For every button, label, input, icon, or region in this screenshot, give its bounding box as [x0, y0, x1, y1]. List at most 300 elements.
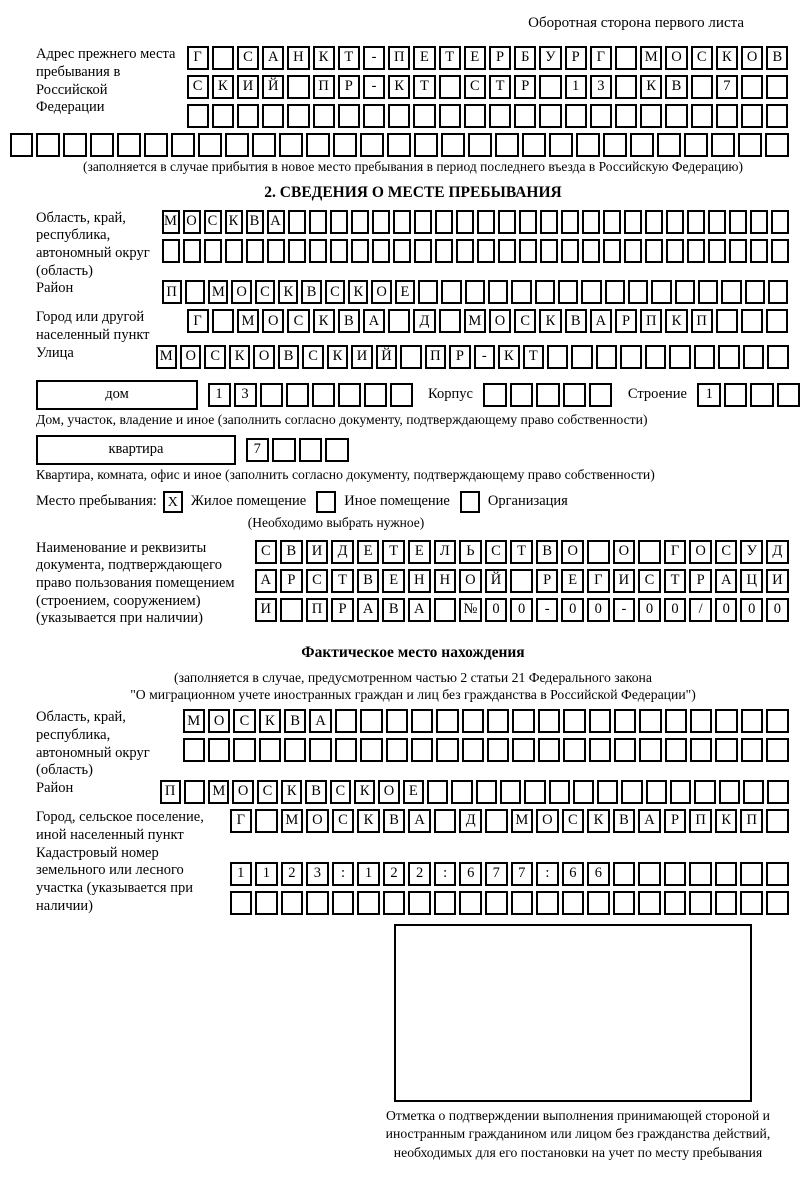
char-cell[interactable]: 0 — [664, 598, 687, 622]
char-cell[interactable] — [721, 280, 741, 304]
char-cell[interactable] — [767, 345, 788, 369]
char-cell[interactable] — [613, 891, 636, 915]
char-cell[interactable] — [413, 104, 435, 128]
char-cell[interactable]: Й — [376, 345, 397, 369]
char-cell[interactable]: 7 — [246, 438, 270, 462]
char-cell[interactable] — [288, 210, 306, 234]
char-cell[interactable]: И — [351, 345, 372, 369]
char-cell[interactable]: К — [281, 780, 302, 804]
char-cell[interactable] — [306, 133, 330, 157]
char-cell[interactable]: 0 — [561, 598, 584, 622]
char-cell[interactable] — [524, 780, 545, 804]
char-cell[interactable]: О — [613, 540, 636, 564]
char-cell[interactable] — [255, 891, 278, 915]
char-cell[interactable]: О — [306, 809, 329, 833]
char-cell[interactable]: 3 — [306, 862, 329, 886]
char-cell[interactable]: В — [338, 309, 360, 333]
char-cell[interactable] — [477, 210, 495, 234]
char-cell[interactable]: П — [162, 280, 182, 304]
char-cell[interactable] — [716, 104, 738, 128]
char-cell[interactable] — [665, 738, 687, 762]
char-cell[interactable]: О — [208, 709, 230, 733]
char-cell[interactable] — [689, 862, 712, 886]
char-cell[interactable] — [536, 383, 559, 407]
char-cell[interactable]: Й — [262, 75, 284, 99]
char-cell[interactable]: - — [474, 345, 495, 369]
char-cell[interactable] — [388, 104, 410, 128]
char-cell[interactable]: Й — [485, 569, 508, 593]
char-cell[interactable] — [670, 780, 691, 804]
char-cell[interactable] — [63, 133, 87, 157]
char-cell[interactable]: 0 — [766, 598, 789, 622]
actual-city-row[interactable] — [228, 809, 790, 833]
char-cell[interactable] — [198, 133, 222, 157]
char-cell[interactable] — [628, 280, 648, 304]
char-cell[interactable]: Р — [565, 46, 587, 70]
char-cell[interactable] — [582, 210, 600, 234]
char-cell[interactable] — [462, 738, 484, 762]
char-cell[interactable] — [439, 309, 461, 333]
char-cell[interactable]: С — [255, 540, 278, 564]
char-cell[interactable] — [495, 133, 519, 157]
char-cell[interactable] — [360, 133, 384, 157]
char-cell[interactable] — [252, 133, 276, 157]
region-row-1[interactable] — [160, 210, 790, 234]
char-cell[interactable]: Н — [408, 569, 431, 593]
char-cell[interactable] — [562, 891, 585, 915]
char-cell[interactable]: С — [332, 809, 355, 833]
char-cell[interactable]: К — [348, 280, 368, 304]
char-cell[interactable]: 0 — [715, 598, 738, 622]
char-cell[interactable]: П — [640, 309, 662, 333]
document-row-2[interactable] — [253, 569, 790, 593]
document-row-3[interactable] — [253, 598, 790, 622]
char-cell[interactable] — [212, 309, 234, 333]
char-cell[interactable] — [639, 738, 661, 762]
char-cell[interactable] — [741, 75, 763, 99]
char-cell[interactable] — [664, 862, 687, 886]
char-cell[interactable] — [414, 210, 432, 234]
char-cell[interactable] — [691, 104, 713, 128]
char-cell[interactable] — [558, 280, 578, 304]
char-cell[interactable]: К — [498, 345, 519, 369]
char-cell[interactable] — [690, 709, 712, 733]
char-cell[interactable] — [477, 239, 495, 263]
document-row-1[interactable] — [253, 540, 790, 564]
char-cell[interactable] — [603, 133, 627, 157]
char-cell[interactable] — [351, 210, 369, 234]
char-cell[interactable]: 0 — [510, 598, 533, 622]
char-cell[interactable] — [414, 239, 432, 263]
char-cell[interactable]: А — [408, 809, 431, 833]
char-cell[interactable] — [427, 780, 448, 804]
char-cell[interactable]: В — [383, 809, 406, 833]
char-cell[interactable] — [408, 891, 431, 915]
char-cell[interactable] — [687, 210, 705, 234]
char-cell[interactable]: - — [363, 75, 385, 99]
char-cell[interactable] — [766, 104, 788, 128]
char-cell[interactable] — [386, 738, 408, 762]
char-cell[interactable] — [435, 239, 453, 263]
char-cell[interactable]: 7 — [716, 75, 738, 99]
char-cell[interactable]: И — [237, 75, 259, 99]
char-cell[interactable]: А — [255, 569, 278, 593]
char-cell[interactable] — [741, 309, 763, 333]
char-cell[interactable] — [434, 809, 457, 833]
char-cell[interactable] — [708, 210, 726, 234]
char-cell[interactable]: С — [204, 345, 225, 369]
char-cell[interactable] — [738, 133, 762, 157]
char-cell[interactable] — [312, 383, 335, 407]
char-cell[interactable]: В — [565, 309, 587, 333]
char-cell[interactable] — [646, 780, 667, 804]
char-cell[interactable]: С — [287, 309, 309, 333]
char-cell[interactable]: У — [740, 540, 763, 564]
char-cell[interactable]: К — [259, 709, 281, 733]
char-cell[interactable] — [212, 46, 234, 70]
char-cell[interactable] — [514, 104, 536, 128]
char-cell[interactable]: 0 — [587, 598, 610, 622]
char-cell[interactable]: К — [665, 309, 687, 333]
char-cell[interactable] — [511, 280, 531, 304]
char-cell[interactable] — [750, 383, 774, 407]
char-cell[interactable] — [624, 239, 642, 263]
char-cell[interactable]: К — [388, 75, 410, 99]
char-cell[interactable] — [498, 239, 516, 263]
char-cell[interactable] — [400, 345, 421, 369]
char-cell[interactable] — [565, 104, 587, 128]
char-cell[interactable]: Л — [434, 540, 457, 564]
char-cell[interactable]: Г — [187, 46, 209, 70]
prev-address-row-3[interactable] — [185, 104, 790, 128]
prev-address-row-4[interactable] — [8, 133, 790, 157]
apartment-number-row[interactable] — [244, 438, 350, 462]
char-cell[interactable]: П — [306, 598, 329, 622]
char-cell[interactable] — [313, 104, 335, 128]
char-cell[interactable] — [767, 780, 788, 804]
char-cell[interactable] — [750, 210, 768, 234]
char-cell[interactable] — [538, 709, 560, 733]
char-cell[interactable] — [621, 780, 642, 804]
char-cell[interactable] — [372, 239, 390, 263]
char-cell[interactable] — [718, 345, 739, 369]
char-cell[interactable]: Г — [590, 46, 612, 70]
cadastral-row-2[interactable] — [228, 891, 790, 915]
char-cell[interactable] — [563, 383, 586, 407]
char-cell[interactable]: О — [378, 780, 399, 804]
char-cell[interactable] — [487, 738, 509, 762]
char-cell[interactable]: Р — [615, 309, 637, 333]
char-cell[interactable]: О — [183, 210, 201, 234]
char-cell[interactable]: Т — [338, 46, 360, 70]
char-cell[interactable] — [500, 780, 521, 804]
char-cell[interactable] — [615, 46, 637, 70]
char-cell[interactable] — [638, 891, 661, 915]
char-cell[interactable] — [487, 709, 509, 733]
char-cell[interactable]: Д — [766, 540, 789, 564]
char-cell[interactable] — [411, 709, 433, 733]
char-cell[interactable]: Р — [280, 569, 303, 593]
char-cell[interactable] — [576, 133, 600, 157]
char-cell[interactable]: В — [305, 780, 326, 804]
char-cell[interactable] — [225, 239, 243, 263]
char-cell[interactable]: О — [536, 809, 559, 833]
char-cell[interactable]: А — [309, 709, 331, 733]
char-cell[interactable]: М — [208, 280, 228, 304]
char-cell[interactable] — [743, 780, 764, 804]
char-cell[interactable] — [280, 598, 303, 622]
char-cell[interactable]: В — [284, 709, 306, 733]
char-cell[interactable] — [390, 383, 413, 407]
char-cell[interactable] — [363, 104, 385, 128]
char-cell[interactable] — [372, 210, 390, 234]
char-cell[interactable]: Т — [331, 569, 354, 593]
house-number-row[interactable] — [206, 383, 414, 407]
char-cell[interactable] — [519, 210, 537, 234]
char-cell[interactable] — [687, 239, 705, 263]
char-cell[interactable]: О — [253, 345, 274, 369]
char-cell[interactable] — [284, 738, 306, 762]
char-cell[interactable] — [414, 133, 438, 157]
char-cell[interactable] — [387, 133, 411, 157]
char-cell[interactable] — [184, 780, 205, 804]
char-cell[interactable]: К — [587, 809, 610, 833]
char-cell[interactable]: С — [715, 540, 738, 564]
char-cell[interactable] — [286, 383, 309, 407]
char-cell[interactable] — [462, 709, 484, 733]
char-cell[interactable] — [183, 738, 205, 762]
char-cell[interactable] — [260, 383, 283, 407]
char-cell[interactable]: 1 — [208, 383, 231, 407]
char-cell[interactable]: Р — [489, 46, 511, 70]
char-cell[interactable]: К — [715, 809, 738, 833]
char-cell[interactable] — [624, 210, 642, 234]
char-cell[interactable]: 6 — [459, 862, 482, 886]
char-cell[interactable] — [411, 738, 433, 762]
char-cell[interactable] — [741, 738, 763, 762]
char-cell[interactable] — [309, 239, 327, 263]
char-cell[interactable] — [605, 280, 625, 304]
char-cell[interactable]: О — [689, 540, 712, 564]
char-cell[interactable]: И — [613, 569, 636, 593]
char-cell[interactable]: 6 — [587, 862, 610, 886]
char-cell[interactable] — [204, 239, 222, 263]
char-cell[interactable]: Д — [413, 309, 435, 333]
cadastral-row-1[interactable] — [228, 862, 790, 886]
region-row-2[interactable] — [160, 239, 790, 263]
char-cell[interactable] — [393, 210, 411, 234]
char-cell[interactable]: А — [590, 309, 612, 333]
prev-address-row-2[interactable] — [185, 75, 790, 99]
stay-option-inoe-checkbox[interactable] — [316, 491, 336, 513]
char-cell[interactable] — [512, 709, 534, 733]
char-cell[interactable]: И — [255, 598, 278, 622]
char-cell[interactable]: С — [325, 280, 345, 304]
char-cell[interactable] — [630, 133, 654, 157]
char-cell[interactable] — [485, 891, 508, 915]
char-cell[interactable] — [117, 133, 141, 157]
char-cell[interactable] — [171, 133, 195, 157]
char-cell[interactable] — [613, 862, 636, 886]
char-cell[interactable]: М — [237, 309, 259, 333]
char-cell[interactable]: 2 — [383, 862, 406, 886]
char-cell[interactable]: Е — [382, 569, 405, 593]
char-cell[interactable] — [36, 133, 60, 157]
char-cell[interactable] — [766, 738, 788, 762]
char-cell[interactable] — [684, 133, 708, 157]
char-cell[interactable] — [330, 210, 348, 234]
char-cell[interactable] — [281, 891, 304, 915]
char-cell[interactable]: А — [267, 210, 285, 234]
char-cell[interactable] — [144, 133, 168, 157]
char-cell[interactable]: Т — [489, 75, 511, 99]
char-cell[interactable] — [645, 345, 666, 369]
char-cell[interactable] — [483, 383, 506, 407]
char-cell[interactable] — [549, 780, 570, 804]
char-cell[interactable]: С — [514, 309, 536, 333]
char-cell[interactable] — [715, 862, 738, 886]
char-cell[interactable]: С — [464, 75, 486, 99]
char-cell[interactable] — [225, 133, 249, 157]
char-cell[interactable]: 1 — [565, 75, 587, 99]
char-cell[interactable]: - — [536, 598, 559, 622]
char-cell[interactable]: О — [489, 309, 511, 333]
char-cell[interactable] — [614, 738, 636, 762]
char-cell[interactable]: А — [363, 309, 385, 333]
char-cell[interactable]: Г — [230, 809, 253, 833]
char-cell[interactable] — [563, 738, 585, 762]
char-cell[interactable]: И — [766, 569, 789, 593]
char-cell[interactable]: П — [689, 809, 712, 833]
char-cell[interactable] — [549, 133, 573, 157]
char-cell[interactable]: / — [689, 598, 712, 622]
char-cell[interactable] — [638, 540, 661, 564]
char-cell[interactable]: Р — [664, 809, 687, 833]
char-cell[interactable] — [519, 239, 537, 263]
char-cell[interactable] — [666, 239, 684, 263]
char-cell[interactable] — [690, 738, 712, 762]
char-cell[interactable]: С — [691, 46, 713, 70]
char-cell[interactable] — [441, 133, 465, 157]
char-cell[interactable]: А — [638, 809, 661, 833]
char-cell[interactable]: В — [382, 598, 405, 622]
char-cell[interactable]: П — [388, 46, 410, 70]
char-cell[interactable]: Н — [287, 46, 309, 70]
char-cell[interactable] — [464, 104, 486, 128]
char-cell[interactable] — [488, 280, 508, 304]
char-cell[interactable] — [582, 239, 600, 263]
char-cell[interactable] — [246, 239, 264, 263]
char-cell[interactable]: В — [278, 345, 299, 369]
char-cell[interactable]: Е — [395, 280, 415, 304]
char-cell[interactable]: О — [371, 280, 391, 304]
char-cell[interactable]: В — [246, 210, 264, 234]
char-cell[interactable] — [669, 345, 690, 369]
char-cell[interactable]: М — [156, 345, 177, 369]
char-cell[interactable] — [741, 104, 763, 128]
char-cell[interactable] — [645, 239, 663, 263]
char-cell[interactable]: Е — [408, 540, 431, 564]
char-cell[interactable] — [771, 210, 789, 234]
char-cell[interactable] — [364, 383, 387, 407]
char-cell[interactable] — [330, 239, 348, 263]
char-cell[interactable] — [418, 280, 438, 304]
char-cell[interactable] — [439, 104, 461, 128]
char-cell[interactable] — [272, 438, 296, 462]
char-cell[interactable] — [333, 133, 357, 157]
char-cell[interactable] — [434, 598, 457, 622]
char-cell[interactable]: А — [715, 569, 738, 593]
char-cell[interactable] — [288, 239, 306, 263]
char-cell[interactable]: Е — [357, 540, 380, 564]
char-cell[interactable]: Е — [561, 569, 584, 593]
char-cell[interactable] — [309, 210, 327, 234]
char-cell[interactable] — [535, 280, 555, 304]
char-cell[interactable]: С — [204, 210, 222, 234]
char-cell[interactable]: С — [485, 540, 508, 564]
char-cell[interactable] — [540, 239, 558, 263]
korpus-row[interactable] — [482, 383, 614, 407]
char-cell[interactable]: Р — [689, 569, 712, 593]
char-cell[interactable]: 6 — [562, 862, 585, 886]
char-cell[interactable] — [10, 133, 34, 157]
char-cell[interactable]: Т — [413, 75, 435, 99]
char-cell[interactable] — [750, 239, 768, 263]
char-cell[interactable] — [233, 738, 255, 762]
char-cell[interactable]: Т — [664, 569, 687, 593]
char-cell[interactable]: 1 — [230, 862, 253, 886]
char-cell[interactable]: Г — [587, 569, 610, 593]
char-cell[interactable]: В — [280, 540, 303, 564]
char-cell[interactable] — [536, 891, 559, 915]
char-cell[interactable]: С — [237, 46, 259, 70]
char-cell[interactable]: В — [766, 46, 788, 70]
city-row[interactable] — [185, 309, 790, 333]
char-cell[interactable]: Е — [413, 46, 435, 70]
char-cell[interactable]: С — [255, 280, 275, 304]
char-cell[interactable]: Д — [331, 540, 354, 564]
char-cell[interactable] — [436, 709, 458, 733]
char-cell[interactable]: П — [313, 75, 335, 99]
char-cell[interactable]: К — [327, 345, 348, 369]
char-cell[interactable]: С — [302, 345, 323, 369]
char-cell[interactable] — [561, 239, 579, 263]
char-cell[interactable]: М — [511, 809, 534, 833]
char-cell[interactable]: С — [187, 75, 209, 99]
char-cell[interactable] — [183, 239, 201, 263]
char-cell[interactable] — [589, 709, 611, 733]
char-cell[interactable]: М — [464, 309, 486, 333]
char-cell[interactable]: М — [208, 780, 229, 804]
char-cell[interactable] — [639, 709, 661, 733]
char-cell[interactable] — [645, 210, 663, 234]
street-row[interactable] — [154, 345, 790, 369]
char-cell[interactable]: О — [561, 540, 584, 564]
char-cell[interactable] — [665, 709, 687, 733]
char-cell[interactable] — [262, 104, 284, 128]
char-cell[interactable] — [675, 280, 695, 304]
char-cell[interactable] — [510, 383, 533, 407]
char-cell[interactable]: С — [233, 709, 255, 733]
char-cell[interactable]: 3 — [590, 75, 612, 99]
char-cell[interactable] — [360, 738, 382, 762]
char-cell[interactable] — [615, 75, 637, 99]
char-cell[interactable]: 1 — [697, 383, 721, 407]
char-cell[interactable]: К — [640, 75, 662, 99]
char-cell[interactable] — [547, 345, 568, 369]
char-cell[interactable]: - — [613, 598, 636, 622]
char-cell[interactable] — [386, 709, 408, 733]
